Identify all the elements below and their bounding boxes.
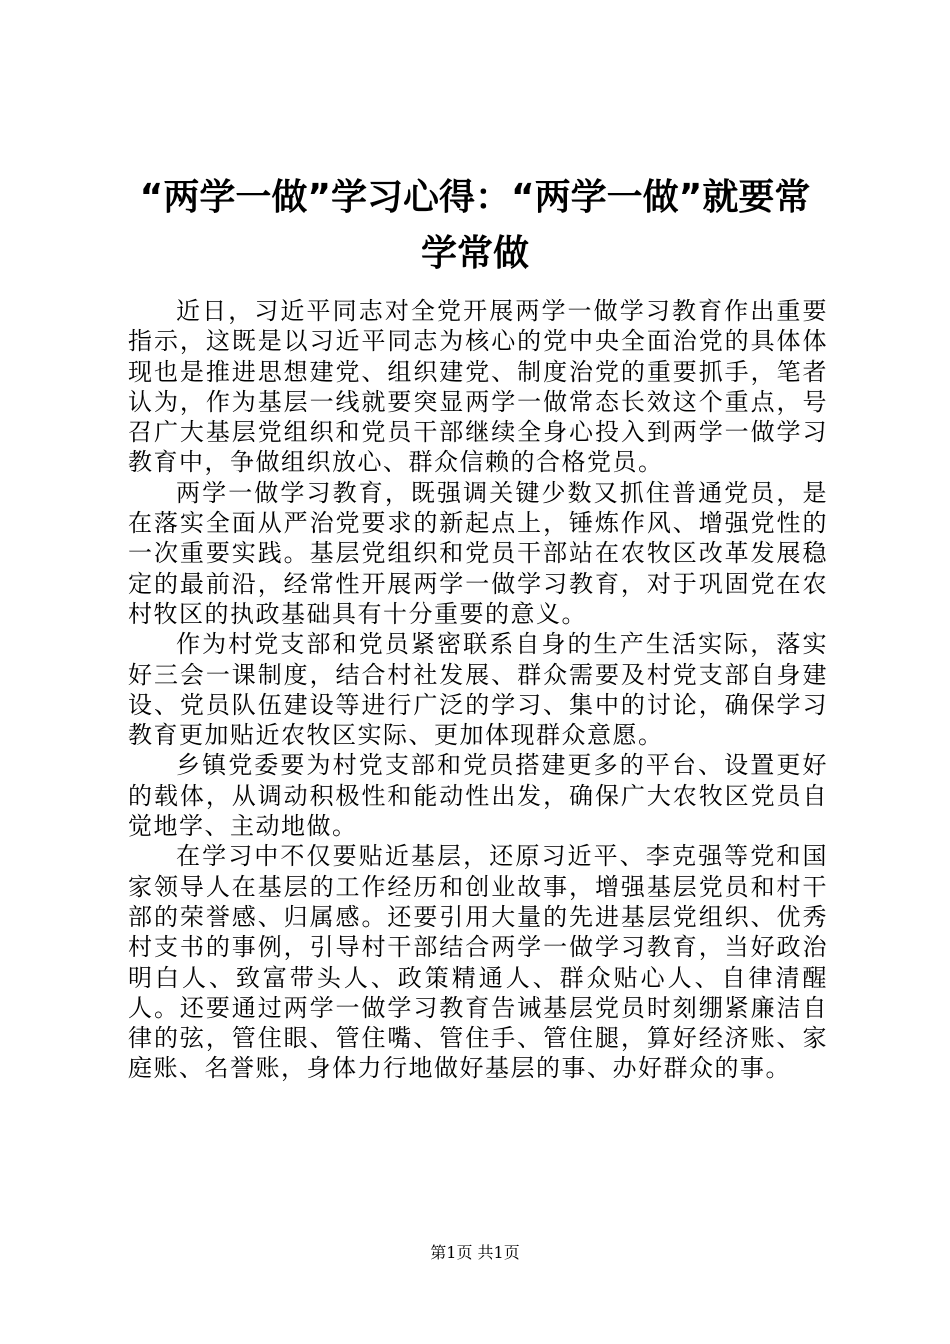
paragraph-2: 两学一做学习教育，既强调关键少数又抓住普通党员，是在落实全面从严治党要求的新起点上，锤炼作风、增强党性的一次重要实践。基层党组织和党员干部站在农牧区改革发展稳定的最前沿，经常性开展两学一做学习教育，对于巩固党在农村牧区的执政基础具有十分重要的意义。: [128, 478, 828, 628]
paragraph-5: 在学习中不仅要贴近基层，还原习近平、李克强等党和国家领导人在基层的工作经历和创业故事，增强基层党员和村干部的荣誉感、归属感。还要引用大量的先进基层党组织、优秀村支书的事例，引导村干部结合两学一做学习教育，当好政治明白人、致富带头人、政策精通人、群众贴心人、自律清醒人。还要通过两学一做学习教育告诫基层党员时刻绷紧廉洁自律的弦，管住眼、管住嘴、管住手、管住腿，算好经济账、家庭账、名誉账，身体力行地做好基层的事、办好群众的事。: [128, 842, 828, 1083]
paragraph-4: 乡镇党委要为村党支部和党员搭建更多的平台、设置更好的载体，从调动积极性和能动性出发，确保广大农牧区党员自觉地学、主动地做。: [128, 751, 828, 841]
paragraph-3: 作为村党支部和党员紧密联系自身的生产生活实际，落实好三会一课制度，结合村社发展、群众需要及村党支部自身建设、党员队伍建设等进行广泛的学习、集中的讨论，确保学习教育更加贴近农牧区实际、更加体现群众意愿。: [128, 630, 828, 750]
page-number-footer: 第1页 共1页: [430, 1243, 520, 1262]
document-body: [128, 296, 828, 1084]
document-title: “两学一做”学习心得：“两学一做”就要常学常做: [139, 177, 811, 274]
paragraph-1: 近日，习近平同志对全党开展两学一做学习教育作出重要指示，这既是以习近平同志为核心的党中央全面治党的具体体现也是推进思想建党、组织建党、制度治党的重要抓手，笔者认为，作为基层一线就要突显两学一做常态长效这个重点，号召广大基层党组织和党员干部继续全身心投入到两学一做学习教育中，争做组织放心、群众信赖的合格党员。: [128, 297, 828, 477]
